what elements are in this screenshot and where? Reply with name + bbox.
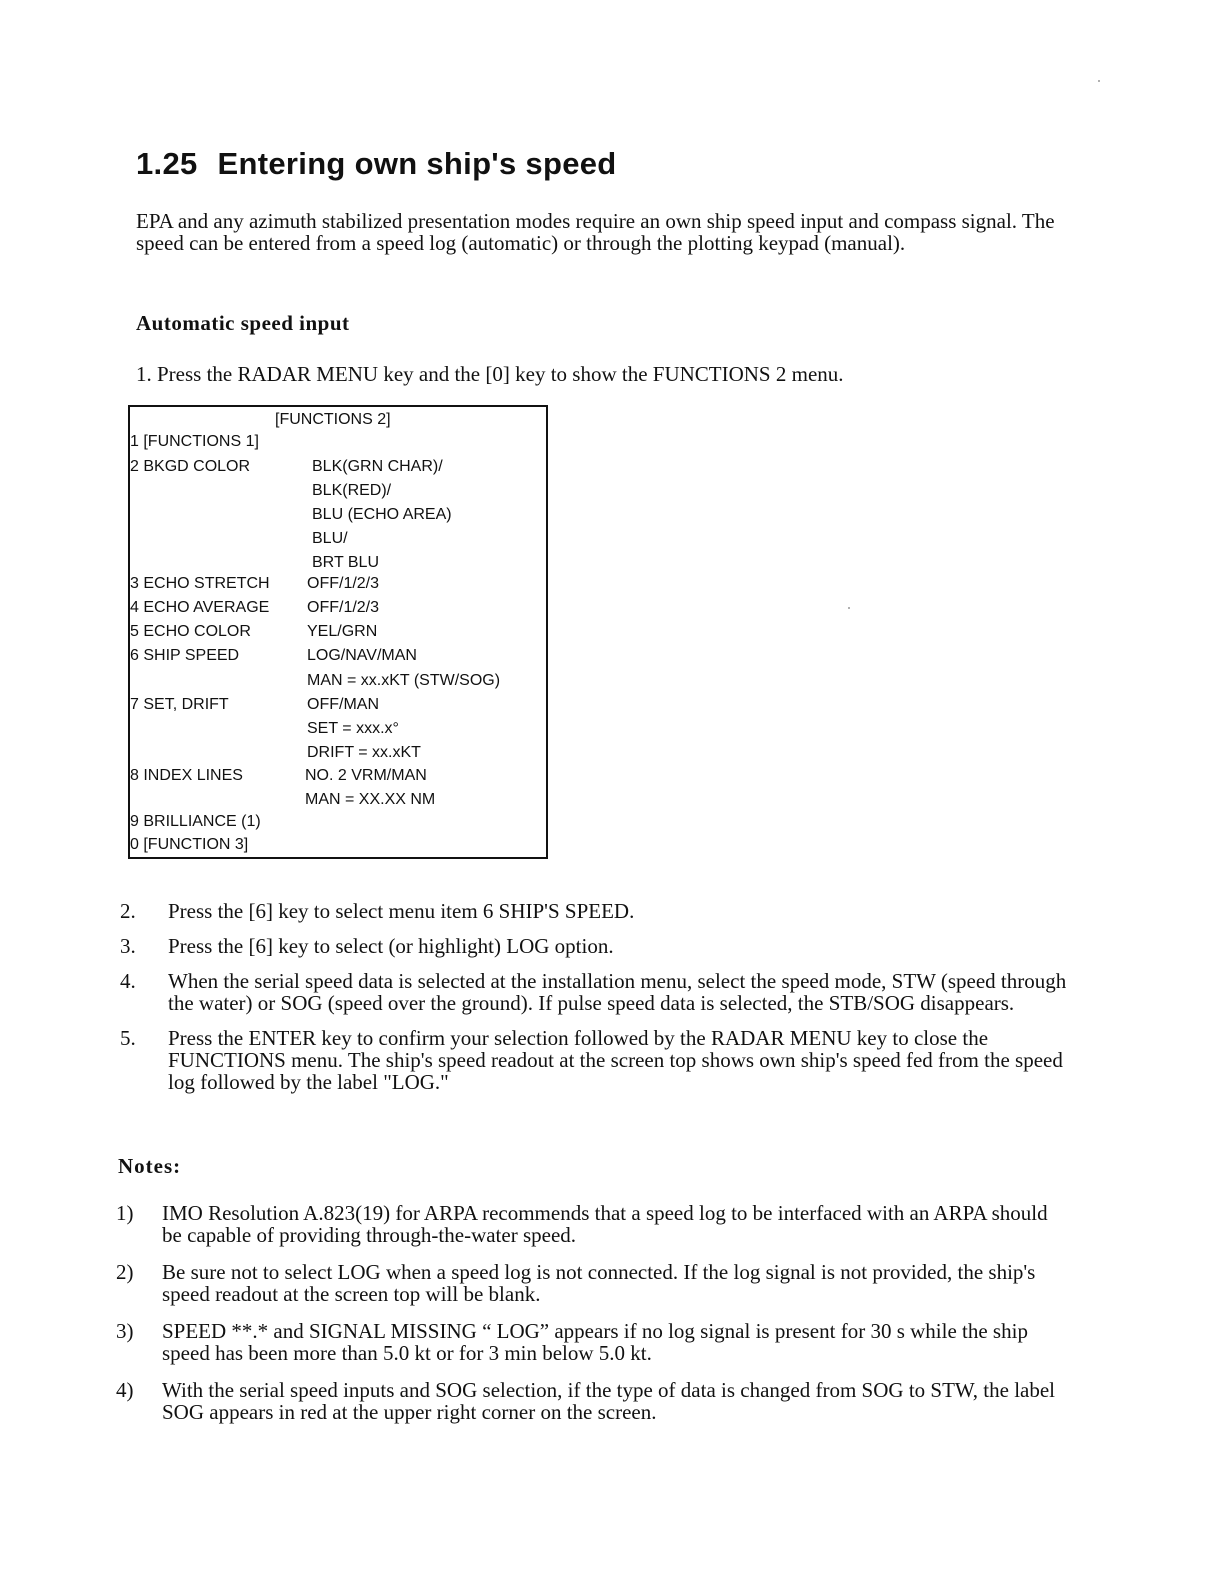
note-number: 1): [116, 1201, 134, 1225]
menu-item-label: 7 SET, DRIFT: [130, 696, 229, 713]
menu-row: [130, 742, 540, 764]
menu-row: [130, 456, 540, 478]
section-number: 1.25: [136, 146, 198, 181]
note-text: With the serial speed inputs and SOG selection, if the type of data is changed from SOG to STW, the label SOG appears in red at the upper right corner on the screen.: [162, 1378, 1056, 1424]
intro-paragraph: EPA and any azimuth stabilized presentation modes require an own ship speed input and compass signal. The speed can be entered from a speed log (automatic) or through the plotting keypad (manual).: [136, 209, 1055, 255]
menu-item-label: 2 BKGD COLOR: [130, 458, 251, 475]
menu-row: [130, 480, 540, 502]
menu-item-option: BLK(GRN CHAR)/: [312, 458, 443, 475]
step-item: [120, 1027, 1080, 1093]
menu-item-label: 5 ECHO COLOR: [130, 623, 251, 640]
menu-row: [130, 528, 540, 550]
note-text: Be sure not to select LOG when a speed log is not connected. If the log signal is not provided, the ship's speed readout at the screen top will be blank.: [162, 1260, 1036, 1306]
step-number: 3.: [120, 934, 136, 958]
menu-row: [130, 811, 540, 833]
menu-row: [130, 670, 540, 692]
menu-item-option: BRT BLU: [312, 554, 379, 571]
note-item: [116, 1379, 1056, 1423]
menu-item-option: DRIFT = xx.xKT: [307, 744, 421, 761]
menu-row: [130, 765, 540, 787]
scan-speck: [848, 607, 850, 609]
note-number: 3): [116, 1319, 134, 1343]
menu-row: [130, 552, 540, 574]
menu-item-option: OFF/1/2/3: [307, 575, 380, 592]
note-number: 2): [116, 1260, 134, 1284]
menu-row: [130, 718, 540, 740]
menu-item-option: MAN = xx.xKT (STW/SOG): [307, 672, 501, 689]
step-text: Press the [6] key to select (or highlight) LOG option.: [168, 934, 614, 958]
menu-item-option: YEL/GRN: [307, 623, 378, 640]
subheading: Automatic speed input: [136, 311, 350, 335]
step-number: 4.: [120, 969, 136, 993]
notes-heading: Notes:: [118, 1154, 182, 1178]
step-text: Press the ENTER key to confirm your selection followed by the RADAR MENU key to close the FUNCTIONS menu. The ship's speed readout at the screen top shows own ship's speed fed from the speed log followed by the label "LOG.": [168, 1026, 1063, 1094]
menu-item-label: 1 [FUNCTIONS 1]: [130, 433, 259, 450]
note-item: [116, 1320, 1056, 1364]
step-number: 2.: [120, 899, 136, 923]
menu-item-option: BLU (ECHO AREA): [312, 506, 452, 523]
step-text: Press the [6] key to select menu item 6 SHIP'S SPEED.: [168, 899, 635, 923]
menu-item-option: OFF/MAN: [307, 696, 379, 713]
scan-speck: [1098, 80, 1100, 82]
menu-item-label: 9 BRILLIANCE (1): [130, 813, 261, 830]
note-item: [116, 1261, 1056, 1305]
step-1: 1. Press the RADAR MENU key and the [0] key to show the FUNCTIONS 2 menu.: [136, 362, 844, 386]
menu-item-label: 3 ECHO STRETCH: [130, 575, 270, 592]
note-text: IMO Resolution A.823(19) for ARPA recommends that a speed log to be interfaced with an ARPA should be capable of providing through-the-water speed.: [162, 1201, 1048, 1247]
steps-list: [120, 900, 1080, 1106]
menu-item-option: LOG/NAV/MAN: [307, 647, 417, 664]
menu-row: [130, 431, 540, 453]
step-item: [120, 900, 1080, 922]
menu-row: [130, 645, 540, 667]
functions-menu-box: [128, 405, 548, 859]
menu-item-option: NO. 2 VRM/MAN: [305, 767, 427, 784]
section-title: Entering own ship's speed: [217, 146, 617, 181]
note-item: [116, 1202, 1056, 1246]
note-number: 4): [116, 1378, 134, 1402]
menu-item-option: SET = xxx.x°: [307, 720, 399, 737]
menu-row: [130, 694, 540, 716]
step-item: [120, 935, 1080, 957]
menu-item-option: BLU/: [312, 530, 348, 547]
menu-row: [130, 789, 540, 811]
step-item: [120, 970, 1080, 1014]
step-number: 5.: [120, 1026, 136, 1050]
note-text: SPEED **.* and SIGNAL MISSING “ LOG” appears if no log signal is present for 30 s while the ship speed has been more than 5.0 kt or for 3 min below 5.0 kt.: [162, 1319, 1028, 1365]
menu-item-label: 8 INDEX LINES: [130, 767, 243, 784]
menu-item-option: OFF/1/2/3: [307, 599, 380, 616]
menu-row: [130, 834, 540, 856]
step-text: When the serial speed data is selected at the installation menu, select the speed mode, STW (speed through the water) or SOG (speed over the ground). If pulse speed data is selected, the STB/SOG disappears.: [168, 969, 1067, 1015]
menu-item-option: BLK(RED)/: [312, 482, 392, 499]
menu-row: [130, 621, 540, 643]
menu-item-option: MAN = XX.XX NM: [305, 791, 436, 808]
menu-item-label: 0 [FUNCTION 3]: [130, 836, 249, 853]
menu-row: [130, 573, 540, 595]
menu-title: [FUNCTIONS 2]: [275, 411, 391, 428]
menu-row: [130, 597, 540, 619]
menu-row: [130, 504, 540, 526]
menu-item-label: 6 SHIP SPEED: [130, 647, 240, 664]
section-heading: [136, 146, 617, 182]
notes-list: [116, 1202, 1056, 1438]
menu-item-label: 4 ECHO AVERAGE: [130, 599, 270, 616]
